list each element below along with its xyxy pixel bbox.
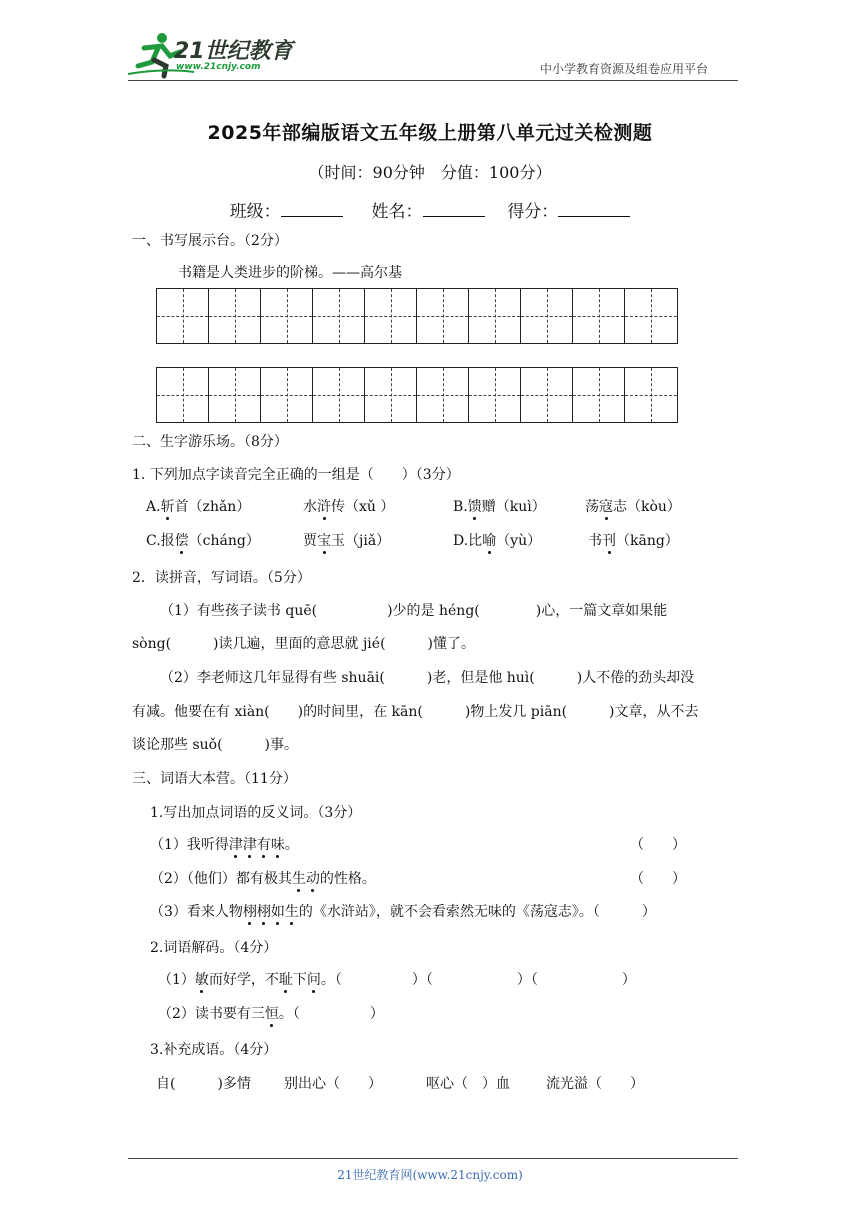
- pinyin-paragraph-2-line-1[interactable]: （2）李老师这几年显得有些 shuāi( )老，但是他 huì( )人不倦的劲头却没: [160, 670, 695, 686]
- option-d-1[interactable]: D.比喻（yù）: [453, 533, 542, 549]
- page-title: 2025年部编版语文五年级上册第八单元过关检测题: [207, 122, 653, 144]
- option-c-1[interactable]: C.报偿（cháng）: [146, 533, 260, 549]
- antonym-answer-2[interactable]: （ ）: [630, 871, 686, 887]
- option-c-2: 贾宝玉（jiǎ）: [303, 533, 391, 549]
- antonym-item-3[interactable]: （3）看来人物栩栩如生的《水浒站》，就不会看索然无味的《荡寇志》。（ ）: [150, 904, 656, 920]
- idiom-item-4[interactable]: 流光溢（ ）: [546, 1076, 644, 1092]
- question-2-1-stem: 1. 下列加点字读音完全正确的一组是（ ）（3分）: [132, 467, 460, 483]
- pinyin-paragraph-1-line-1[interactable]: （1）有些孩子读书 quē( )少的是 héng( )心，一篇文章如果能: [160, 603, 668, 619]
- logo: [124, 30, 294, 80]
- antonym-item-1: （1）我听得津津有味。: [150, 837, 299, 853]
- section-1-heading: 一、书写展示台。（2分）: [132, 233, 288, 249]
- option-a-2: 水浒传（xǔ ）: [303, 499, 395, 515]
- decode-item-1[interactable]: （1）敏而好学，不耻下问。（ ）（ ）（ ）: [158, 972, 636, 988]
- writing-quote: 书籍是人类进步的阶梯。——高尔基: [178, 265, 402, 281]
- section-3-heading: 三、词语大本营。（11分）: [132, 771, 297, 787]
- idiom-item-1[interactable]: 自( )多情: [156, 1076, 251, 1092]
- option-d-2: 书刊（kāng）: [588, 533, 679, 549]
- antonym-answer-1[interactable]: （ ）: [630, 837, 686, 853]
- question-3-1-stem: 1.写出加点词语的反义词。（3分）: [150, 805, 362, 821]
- writing-grid-row-1[interactable]: [156, 288, 678, 344]
- antonym-item-2: （2）（他们）都有极其生动的性格。: [150, 871, 376, 887]
- platform-label: 中小学教育资源及组卷应用平台: [540, 62, 709, 76]
- question-3-2-stem: 2.词语解码。（4分）: [150, 940, 278, 956]
- option-b-1[interactable]: B.馈赠（kuì）: [453, 499, 546, 515]
- pinyin-paragraph-2-line-3[interactable]: 谈论那些 suǒ( )事。: [132, 737, 299, 753]
- name-label: 姓名：: [371, 202, 423, 222]
- student-info: [0, 197, 860, 222]
- pinyin-paragraph-2-line-2[interactable]: 有减。他要在有 xiàn( )的时间里，在 kān( )物上发几 piān( )文章，从不去: [132, 704, 699, 720]
- question-2-2-stem: 2．读拼音，写词语。（5分）: [132, 570, 311, 586]
- footer-divider: [128, 1158, 738, 1159]
- question-3-3-stem: 3.补充成语。（4分）: [150, 1042, 278, 1058]
- writing-grid-row-2[interactable]: [156, 367, 678, 423]
- idiom-item-2[interactable]: 别出心（ ）: [284, 1076, 382, 1092]
- pinyin-paragraph-1-line-2[interactable]: sòng( )读几遍，里面的意思就 jié( )懂了。: [132, 636, 475, 652]
- option-b-2: 荡寇志（kòu）: [585, 499, 681, 515]
- class-label: 班级：: [229, 202, 281, 222]
- idiom-item-3[interactable]: 呕心（ ）血: [426, 1076, 510, 1092]
- logo-url: www.21cnjy.com: [176, 62, 261, 72]
- header-divider: [128, 80, 738, 81]
- option-a-1[interactable]: A.斩首（zhǎn）: [146, 499, 251, 515]
- decode-item-2[interactable]: （2）读书要有三恒。（ ）: [158, 1006, 384, 1022]
- class-blank[interactable]: [281, 200, 343, 217]
- exam-meta: （时间：90分钟 分值：100分）: [308, 163, 552, 182]
- score-blank[interactable]: [558, 200, 630, 217]
- logo-text: 21世纪教育: [174, 39, 293, 64]
- score-label: 得分：: [507, 202, 559, 222]
- name-blank[interactable]: [423, 200, 485, 217]
- section-2-heading: 二、生字游乐场。（8分）: [132, 434, 288, 450]
- footer-link[interactable]: 21世纪教育网(www.21cnjy.com): [337, 1168, 523, 1182]
